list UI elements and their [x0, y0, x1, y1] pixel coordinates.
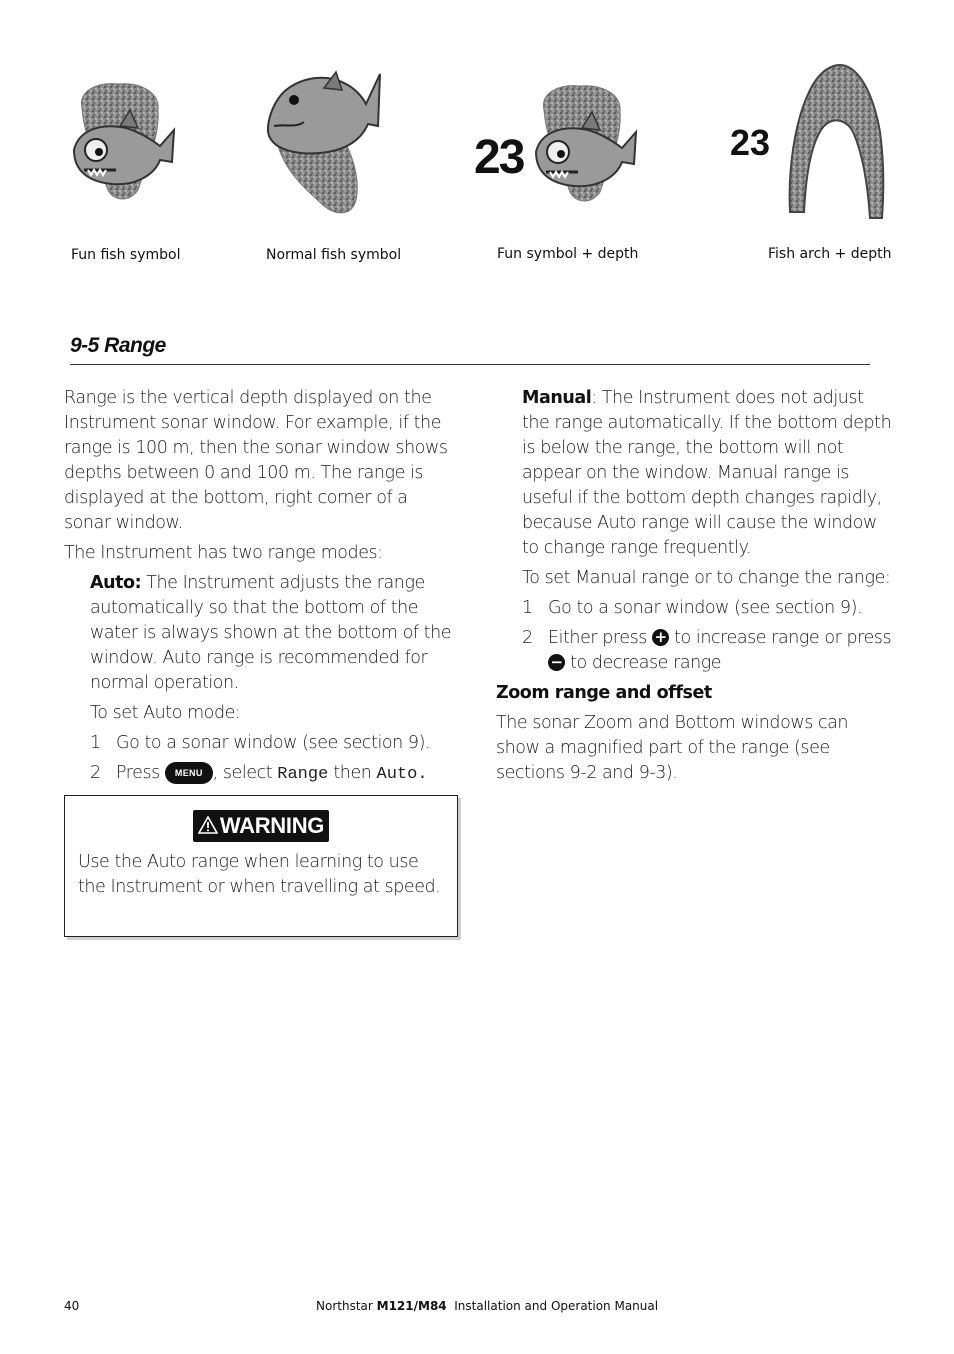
- auto-text: The Instrument adjusts the range automatically so that the bottom of the water is always shown at the bottom of the window. Auto range is recommended for normal operation.: [90, 573, 452, 693]
- section-title: 9-5 Range: [70, 334, 166, 357]
- minus-key-icon: −: [548, 654, 565, 671]
- warning-box: [64, 795, 458, 937]
- modes-intro: The Instrument has two range modes:: [64, 543, 383, 563]
- caption-fun-fish: Fun fish symbol: [71, 247, 181, 263]
- normal-fish-figure: [262, 66, 386, 222]
- step-text: then: [328, 763, 377, 783]
- fun-fish-icon: [68, 80, 180, 205]
- warning-triangle-icon: [198, 816, 218, 834]
- manual-text: : The Instrument does not adjust the range automatically. If the bottom depth is below the range, the bottom will not appear on the window. Manual range is useful if the bottom depth changes rapidly, because Auto range will cause the window to change range frequently.: [522, 388, 892, 558]
- fish-arch-icon: [784, 62, 888, 220]
- step-text: to increase range or press: [669, 628, 892, 648]
- step-text: Go to a sonar window (see section 9).: [548, 598, 863, 618]
- section-divider: [70, 364, 870, 365]
- left-column: [64, 386, 456, 787]
- caption-normal-fish: Normal fish symbol: [266, 247, 402, 263]
- caption-fun-depth: Fun symbol + depth: [497, 246, 639, 262]
- warning-text: Use the Auto range when learning to use the Instrument or when travelling at speed.: [78, 852, 441, 897]
- step-number: 2: [90, 763, 101, 783]
- set-manual-label: To set Manual range or to change the range:: [522, 568, 891, 588]
- range-option: Range: [277, 765, 329, 784]
- fun-fish-depth-icon: [530, 82, 642, 207]
- step-text: Press: [116, 763, 165, 783]
- auto-paragraph: [90, 571, 456, 696]
- auto-option: Auto.: [376, 765, 428, 784]
- footer-brand: Northstar: [316, 1299, 377, 1313]
- manual-label: Manual: [522, 388, 592, 408]
- intro-paragraph: Range is the vertical depth displayed on the Instrument sonar window. For example, if the range is 100 m, then the sonar window shows depths between 0 and 100 m. The range is displayed at the bottom, right corner of a sonar window.: [64, 388, 448, 533]
- footer-rest: Installation and Operation Manual: [446, 1299, 659, 1313]
- depth-readout: 23: [730, 122, 771, 163]
- step-text: Either press: [548, 628, 653, 648]
- normal-fish-icon: [262, 66, 386, 218]
- step-number: 2: [522, 628, 533, 648]
- manual-paragraph: [522, 386, 892, 561]
- page-number: 40: [64, 1299, 80, 1313]
- footer-model: M121/M84: [376, 1299, 447, 1313]
- step-text: Go to a sonar window (see section 9).: [116, 733, 431, 753]
- warning-badge: [193, 810, 329, 842]
- manual-step-1: [522, 596, 892, 621]
- step-text: , select: [212, 763, 278, 783]
- auto-label: Auto:: [90, 573, 142, 593]
- set-auto-label: To set Auto mode:: [90, 703, 241, 723]
- caption-fish-arch: Fish arch + depth: [768, 246, 892, 262]
- plus-key-icon: +: [652, 629, 669, 646]
- manual-mode-block: [496, 386, 892, 676]
- manual-step-2: [522, 626, 892, 676]
- auto-step-1: [90, 731, 456, 756]
- step-text: to decrease range: [565, 653, 722, 673]
- zoom-paragraph: The sonar Zoom and Bottom windows can show a magnified part of the range (see sections 9-2 and 9-3).: [496, 713, 849, 783]
- auto-step-2: [90, 761, 456, 787]
- auto-mode-block: [64, 571, 456, 787]
- depth-readout: 23: [474, 131, 524, 184]
- footer-title: [316, 1299, 658, 1313]
- fun-fish-figure: [68, 80, 180, 209]
- right-column: [496, 386, 892, 786]
- zoom-heading: Zoom range and offset: [496, 683, 712, 703]
- menu-key-icon: MENU: [165, 762, 213, 784]
- step-number: 1: [522, 598, 533, 618]
- step-number: 1: [90, 733, 101, 753]
- warning-label: WARNING: [219, 813, 325, 838]
